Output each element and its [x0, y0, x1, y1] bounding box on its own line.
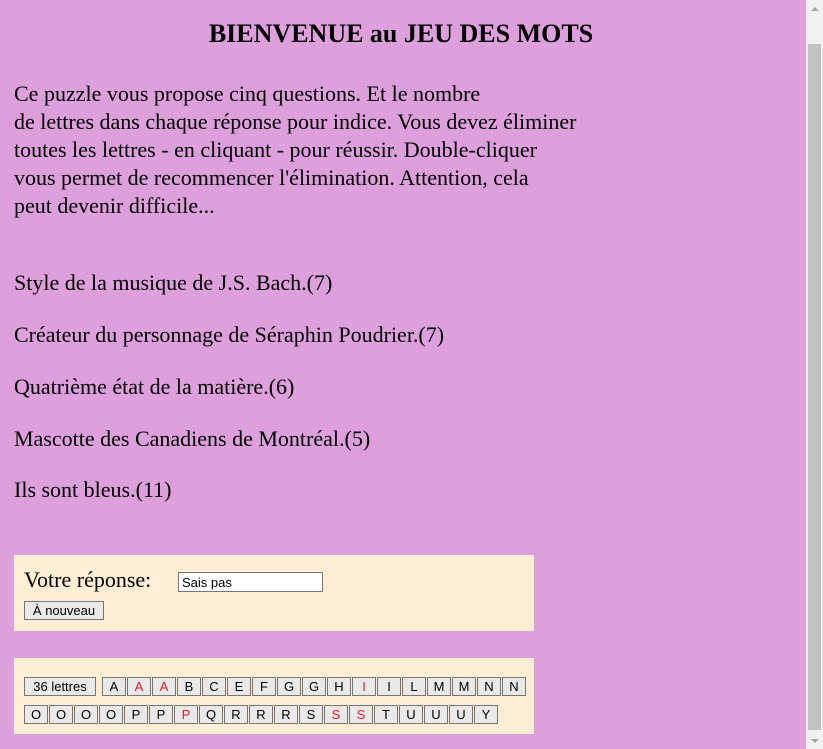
letter-button-g[interactable]: G [302, 677, 326, 696]
letter-button-s[interactable]: S [349, 705, 373, 724]
answer-label: Votre réponse: [24, 567, 152, 592]
scroll-thumb[interactable] [808, 44, 821, 730]
question-1: Style de la musique de J.S. Bach.(7) [14, 270, 333, 295]
letter-button-y[interactable]: Y [474, 705, 498, 724]
letter-button-r[interactable]: R [249, 705, 273, 724]
letter-button-h[interactable]: H [327, 677, 351, 696]
letter-button-a[interactable]: A [152, 677, 176, 696]
letter-button-u[interactable]: U [424, 705, 448, 724]
letter-button-m[interactable]: M [452, 677, 476, 696]
letter-button-g[interactable]: G [277, 677, 301, 696]
letter-button-t[interactable]: T [374, 705, 398, 724]
intro-line: toutes les lettres - en cliquant - pour réussir. Double-cliquer [14, 137, 537, 162]
letter-button-o[interactable]: O [24, 705, 48, 724]
letter-button-a[interactable]: A [127, 677, 151, 696]
letter-button-p[interactable]: P [174, 705, 198, 724]
letters-panel [14, 658, 534, 734]
letter-button-l[interactable]: L [402, 677, 426, 696]
letters-row-2 [24, 705, 498, 724]
letter-button-a[interactable]: A [102, 677, 126, 696]
letter-button-s[interactable]: S [299, 705, 323, 724]
letters-row-1 [24, 677, 526, 696]
letter-button-n[interactable]: N [502, 677, 526, 696]
reset-button[interactable]: À nouveau [24, 601, 104, 620]
letter-button-s[interactable]: S [324, 705, 348, 724]
page-title: BIENVENUE au JEU DES MOTS [208, 19, 594, 48]
scroll-down-icon[interactable] [806, 732, 823, 749]
answer-input[interactable] [178, 572, 323, 592]
letter-button-m[interactable]: M [427, 677, 451, 696]
letter-button-p[interactable]: P [124, 705, 148, 724]
intro-line: vous permet de recommencer l'élimination. Attention, cela [14, 165, 529, 190]
intro-line: peut devenir difficile... [14, 193, 215, 218]
letter-button-r[interactable]: R [224, 705, 248, 724]
question-4: Mascotte des Canadiens de Montréal.(5) [14, 426, 371, 451]
letter-button-i[interactable]: I [377, 677, 401, 696]
letter-button-u[interactable]: U [449, 705, 473, 724]
letter-button-c[interactable]: C [202, 677, 226, 696]
letter-button-q[interactable]: Q [199, 705, 223, 724]
intro-line: de lettres dans chaque réponse pour indice. Vous devez éliminer [14, 109, 577, 134]
intro-text [14, 80, 576, 220]
vertical-scrollbar[interactable] [806, 0, 823, 749]
question-2: Créateur du personnage de Séraphin Poudrier.(7) [14, 322, 445, 347]
scroll-up-icon[interactable] [806, 0, 823, 17]
letter-button-o[interactable]: O [49, 705, 73, 724]
letter-button-f[interactable]: F [252, 677, 276, 696]
letter-button-b[interactable]: B [177, 677, 201, 696]
letter-button-r[interactable]: R [274, 705, 298, 724]
letter-button-n[interactable]: N [477, 677, 501, 696]
letter-button-i[interactable]: I [352, 677, 376, 696]
intro-line: Ce puzzle vous propose cinq questions. Et le nombre [14, 81, 481, 106]
letter-count-button[interactable]: 36 lettres [24, 677, 96, 696]
answer-panel [14, 555, 534, 631]
letter-button-o[interactable]: O [74, 705, 98, 724]
letter-button-o[interactable]: O [99, 705, 123, 724]
letter-button-e[interactable]: E [227, 677, 251, 696]
letter-button-p[interactable]: P [149, 705, 173, 724]
question-5: Ils sont bleus.(11) [14, 477, 172, 502]
question-3: Quatrième état de la matière.(6) [14, 374, 295, 399]
letter-button-u[interactable]: U [399, 705, 423, 724]
